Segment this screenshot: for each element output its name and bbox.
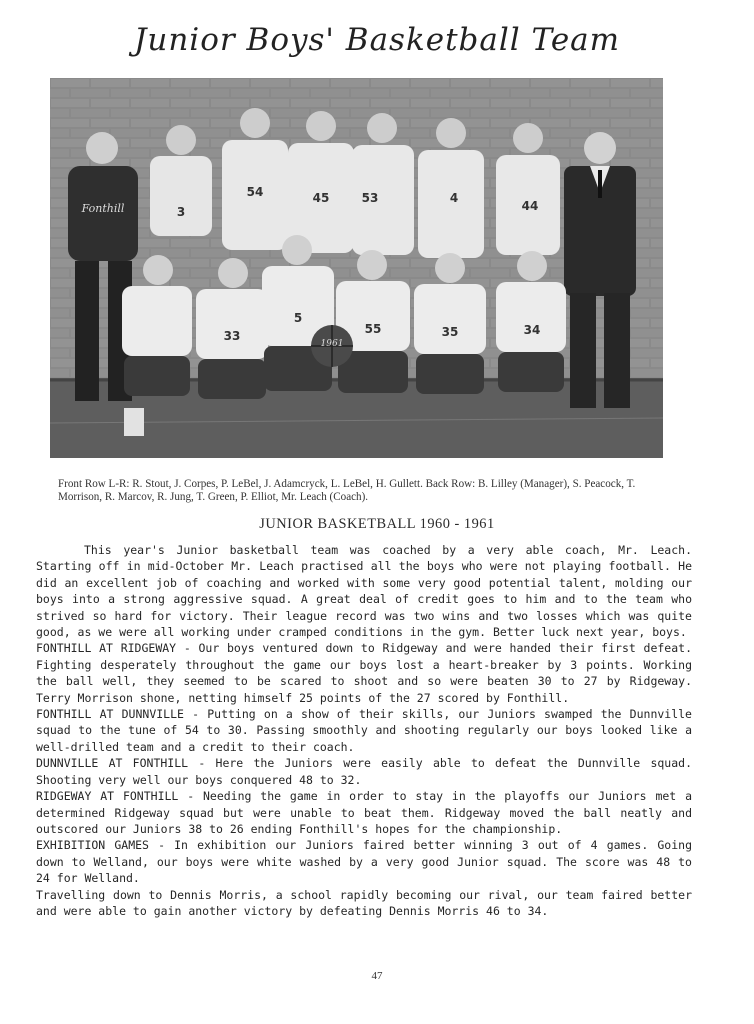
basketball [311, 325, 353, 367]
article-paragraph: EXHIBITION GAMES - In exhibition our Juniors faired better winning 3 out of 4 games. Going down to Welland, our boys were white washed by a very good Junior squad. The score was 48 to 24 for Welland. [36, 838, 692, 886]
jersey-number: 45 [312, 191, 330, 205]
article-paragraph: This year's Junior basketball team was coached by a very able coach, Mr. Leach. Starting off in mid-October Mr. Leach practised all the boys who were not playing football. He did an excellent job of coaching and worked with some very good potential talent, molding our boys into a strong aggressive squad. A great deal of credit goes to him and to the team who strived so hard for victory. Their league record was two wins and two losses which was quite good, as we were all working under cramped conditions in the gym. Better luck next year, boys. [36, 543, 692, 640]
article-paragraph: DUNNVILLE AT FONTHILL - Here the Juniors were easily able to defeat the Dunnville squad. Shooting very well our boys conquered 48 to 32. [36, 756, 692, 787]
jersey-number: 33 [223, 329, 241, 343]
ball-text: 1961 [320, 339, 344, 349]
jersey-number: 35 [441, 325, 459, 339]
page-title: Junior Boys' Basketball Team [133, 22, 621, 58]
article-paragraph: FONTHILL AT RIDGEWAY - Our boys ventured down to Ridgeway and were handed their first defeat. Fighting desperately throughout the game our boys lost a heart-breaker by 3 points. Working the ball well, they seemed to be scared to shoot and so were beaten 30 to 27 by Ridgeway. Terry Morrison shone, netting himself 25 points of the 27 scored by Fonthill. [36, 641, 692, 705]
jersey-number: 3 [176, 205, 186, 219]
article-paragraph: FONTHILL AT DUNNVILLE - Putting on a show of their skills, our Juniors swamped the Dunnville squad to the tune of 54 to 30. Passing smoothly and shooting regularly our boys looked like a well-drilled team and a credit to their coach. [36, 707, 692, 754]
manager-shirt-text: Fonthill [81, 202, 125, 215]
jersey-number: 4 [449, 191, 459, 205]
article-paragraph: Travelling down to Dennis Morris, a school rapidly becoming our rival, our team faired better and were able to gain another victory by defeating Dennis Morris 46 to 34. [36, 887, 692, 918]
team-photo [50, 78, 663, 458]
jersey-number: 53 [361, 191, 379, 205]
article-heading: JUNIOR BASKETBALL 1960 - 1961 [259, 516, 495, 532]
article-paragraph: RIDGEWAY AT FONTHILL - Needing the game in order to stay in the playoffs our Juniors met a determined Ridgeway squad but were unable to beat them. Ridgeway moved the ball neatly and outscored our Juniors 38 to 26 ending Fonthill's hopes for the championship. [36, 789, 692, 836]
jersey-number: 54 [246, 185, 264, 199]
jersey-number: 55 [364, 322, 382, 336]
photo-caption: Front Row L-R: R. Stout, J. Corpes, P. LeBel, J. Adamcryck, L. LeBel, H. Gullett. Back Row: B. Lilley (Manager), S. Peacock, T. Morrison, R. Marcov, R. Jung, T. Green, P. Elliot, Mr. Leach (Coach). [58, 478, 636, 503]
jersey-number: 44 [521, 199, 539, 213]
jersey-number: 5 [293, 311, 303, 325]
article-body [36, 542, 692, 919]
jersey-number: 34 [523, 323, 541, 337]
page-number: 47 [371, 970, 383, 982]
